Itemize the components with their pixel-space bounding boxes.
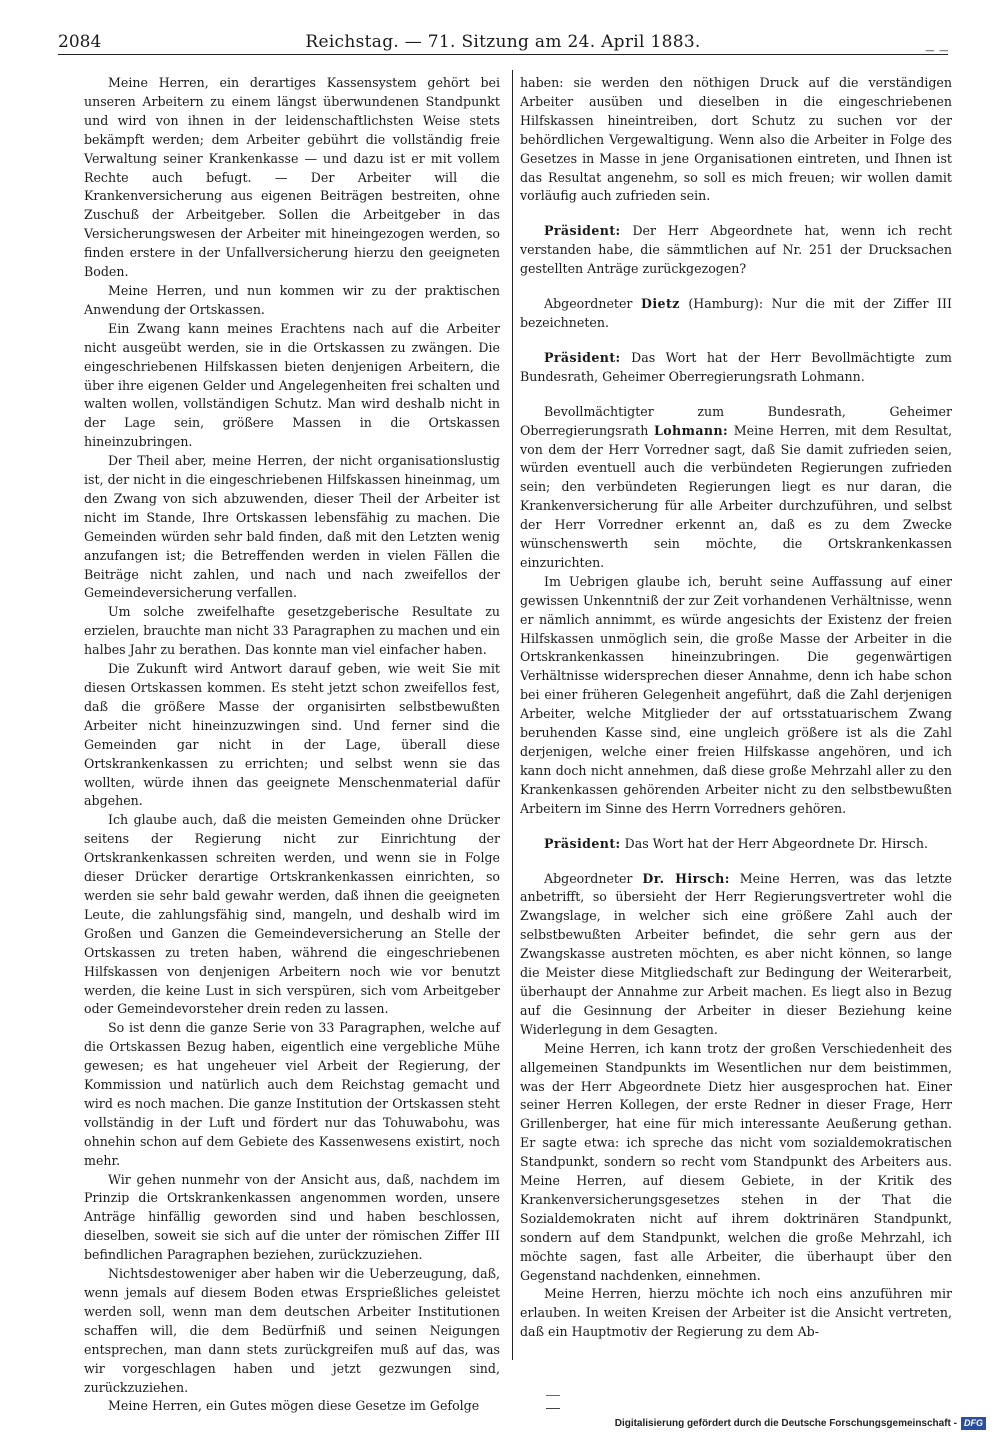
speech-text: Das Wort hat der Herr Abgeordnete Dr. Hirsch. xyxy=(624,835,928,851)
paragraph: Ich glaube auch, daß die meisten Gemeinden ohne Drücker seitens der Regierung nicht zur Einrichtung der Ortskrankenkassen schreiten werden, und wenn sie in Folge dieser Drücker derartige Ortskrankenkassen einrichten, so werden sie sehr bald gewahr werden, daß ihnen die geeigneten Leute, die zahlungsfähig sind, mangeln, und deshalb wird im Großen und Ganzen die Gemeindeversicherung an Stelle der Ortskassen zu treten haben, während die eingeschriebenen Hilfskassen von denjenigen Arbeitern noch wie vor benutzt werden, die keine Lust in sich verspüren, sich vom Arbeitgeber oder Gemeindevorsteher drein reden zu lassen. xyxy=(84,812,500,1017)
speaker-name: Dr. Hirsch: xyxy=(642,870,730,886)
speech-president xyxy=(520,349,952,387)
bottom-mark xyxy=(546,1395,560,1396)
paragraph: Im Uebrigen glaube ich, beruht seine Auffassung auf einer gewissen Unkenntniß der zur Zeit vorhandenen Verhältnisse, wenn er nämlich annimmt, es würde angesichts der Existenz der freien Hilfskassen unmöglich sein, die große Masse der Arbeiter in die Ortskrankenkassen hineinzubringen. Die gegenwärtigen Verhältnisse widersprechen dieser Annahme, denn ich habe schon bei einer früheren Gelegenheit angeführt, daß die Zahl derjenigen Arbeiter, welche Mitglieder der auf ortsstatuarischem Zwang beruhenden Kasse sind, eine ungleich größere ist als die Zahl derjenigen, welche einer freien Hilfskasse angehören, und ich kann doch nicht annehmen, daß diese große Mehrzahl aller zu den Krankenkassen gehörenden Arbeiter nicht zu den selbstbewußten Arbeitern im Sinne des Herrn Vorredners gehören. xyxy=(520,573,952,816)
running-header xyxy=(58,30,948,55)
speaker-name: Präsident: xyxy=(544,835,621,851)
paragraph: Um solche zweifelhafte gesetzgeberische Resultate zu erzielen, brauchte man nicht 33 Paragraphen zu machen und ein halbes Jahr zu berathen. Das konnte man viel einfacher haben. xyxy=(84,604,500,658)
speech-lohmann xyxy=(520,403,952,573)
left-column xyxy=(84,74,500,1414)
paragraph: Meine Herren, ein Gutes mögen diese Gesetze im Gefolge xyxy=(108,1398,480,1414)
paragraph: Die Zukunft wird Antwort darauf geben, wie weit Sie mit diesen Ortskassen kommen. Es steht jetzt schon zweifellos fest, daß die größere Masse der organisirten selbstbewußten Arbeiter nicht hineinzuzwingen sind. Und ferner sind die Gemeinden gar nicht in der Lage, überall diese Ortskrankenkassen zu errichten; und selbst wenn sie das wollten, würde ihnen das geeignete Menschenmaterial dafür abgehen. xyxy=(84,661,500,809)
header-title: Reichstag. — 71. Sitzung am 24. April 1883. xyxy=(305,32,701,52)
speech-hirsch xyxy=(520,870,952,1040)
paragraph: Meine Herren, und nun kommen wir zu der praktischen Anwendung der Ortskassen. xyxy=(84,282,500,317)
bottom-mark xyxy=(546,1408,560,1409)
speech-text: Das Wort hat der Herr Bevollmächtigte zum Bundesrath, Geheimer Oberregierungsrath Lohmann. xyxy=(520,349,952,384)
speaker-role: Bevollmächtigter zum Bundesrath, Geheimer Oberregierungsrath xyxy=(520,403,952,438)
paragraph: Meine Herren, ein derartiges Kassensystem gehört bei unseren Arbeitern zu einem längst überwundenen Standpunkt und wird von ihnen in der leidenschaftlichsten Weise stets bekämpft werden; dem Arbeiter gebührt die vollständig freie Verwaltung seiner Krankenkasse — und dazu ist er mit vollem Rechte auch befugt. — Der Arbeiter will die Krankenversicherung aus eigenen Beiträgen bestreiten, ohne Zuschuß der Arbeitgeber. Sollen die Arbeitgeber in das Versicherungswesen der Arbeiter mit hineingezogen werden, so finden erstere in der Unfallversicherung hierzu den geeigneten Boden. xyxy=(84,75,500,280)
paragraph: Der Theil aber, meine Herren, der nicht organisationslustig ist, der nicht in die eingeschriebenen Hilfskassen hineinmag, um den Zwang von sich abzuwenden, dieser Theil der Arbeiter ist nicht im Stande, Ihre Ortskassen lebensfähig zu machen. Die Gemeinden würden sehr bald finden, daß mit den Letzten wenig anzufangen ist; die Betreffenden werden in vielen Fällen die Beiträge nicht zahlen, und nach und nach zweifellos der Gemeindeversicherung verfallen. xyxy=(84,453,500,601)
paragraph: Meine Herren, hierzu möchte ich noch eins anzuführen mir erlauben. In weiten Kreisen der Arbeiter ist die Ansicht vertreten, daß ein Hauptmotiv der Regierung zu dem Ab- xyxy=(520,1286,952,1340)
paragraph: So ist denn die ganze Serie von 33 Paragraphen, welche auf die Ortskassen Bezug haben, eigentlich eine vergebliche Mühe gewesen; es hat ungeheuer viel Arbeit der Regierung, der Kommission und natürlich auch dem Reichstag gemacht und wird es noch machen. Die ganze Institution der Ortskassen steht vollständig in der Luft und fördert nur das Tohuwabohu, was ohnehin schon auf dem Gebiete des Kassenwesens existirt, noch mehr. xyxy=(84,1020,500,1168)
digitization-footer xyxy=(615,1416,986,1430)
paragraph: Nichtsdestoweniger aber haben wir die Ueberzeugung, daß, wenn jemals auf diesem Boden etwas Ersprießliches geleistet werden soll, wenn man dem deutschen Arbeiter Institutionen schaffen will, die dem Bedürfniß und seinen Neigungen entsprechen, man dann stets zurückgreifen muß auf das, was wir vorgeschlagen haben und jetzt gezwungen sind, zurückzuziehen. xyxy=(84,1266,500,1395)
speech-president xyxy=(520,835,952,854)
speaker-name: Präsident: xyxy=(544,223,621,239)
speaker-role: Abgeordneter xyxy=(544,870,633,886)
speech-dietz xyxy=(520,295,952,333)
paragraph: Meine Herren, ich kann trotz der großen Verschiedenheit des allgemeinen Standpunkts im Wesentlichen nur dem beistimmen, was der Herr Abgeordnete Dietz hier ausgesprochen hat. Einer seiner Herren Kollegen, der erste Redner in dieser Frage, Herr Grillenberger, hat eine für mich interessante Aeußerung gethan. Er sagte etwa: ich spreche das nicht vom sozialdemokratischen Standpunkt, sondern so recht vom Standpunkt des Arbeiters aus. Meine Herren, auf diesem Gebiete, in der Kritik des Krankenversicherungsgesetzes stehen in der That die Sozialdemokraten nicht auf ihrem doktrinären Standpunkt, sondern auf dem Standpunkt, welchen die große Mehrzahl, ich möchte sagen, fast alle Arbeiter, die überhaupt über den Gegenstand nachdenken, einnehmen. xyxy=(520,1040,952,1283)
speaker-role: Abgeordneter xyxy=(544,296,633,312)
right-column xyxy=(520,74,952,1364)
column-divider xyxy=(512,70,513,1360)
speaker-name: Dietz xyxy=(641,296,680,312)
paragraph: Wir gehen nunmehr von der Ansicht aus, daß, nachdem im Prinzip die Ortskrankenkassen angenommen worden, unsere Anträge hinfällig geworden sind und haben beschlossen, dieselben, soweit sie sich auf die unter der römischen Ziffer III befindlichen Paragraphen beziehen, zurückzuziehen. xyxy=(84,1171,500,1263)
speaker-name: Präsident: xyxy=(544,349,621,365)
speaker-name: Lohmann: xyxy=(654,422,729,438)
speech-text: Der Herr Abgeordnete hat, wenn ich recht verstanden habe, die sämmtlichen auf Nr. 251 der Drucksachen gestellten Anträge zurückgezogen? xyxy=(520,223,952,277)
speech-text: Meine Herren, was das letzte anbetrifft, so übersieht der Herr Regierungsvertreter wohl die Zwangslage, in welcher sich eine größere Zahl auch der selbstbewußten Arbeiter befindet, die sehr gern aus der Zwangskasse austreten möchten, es aber nicht können, so lange die Meister diese Mitgliedschaft zur Bedingung der Weiterarbeit, überhaupt der Annahme zur Arbeit machen. Es liegt also in Bezug auf die Gesinnung der Arbeiter in dieser Beziehung keine Widerlegung in dem Gesagten. xyxy=(520,870,952,1037)
dfg-logo-icon: DFG xyxy=(961,1417,986,1430)
footer-text: Digitalisierung gefördert durch die Deutsche Forschungsgemeinschaft - xyxy=(614,1417,957,1429)
header-dash: _ _ xyxy=(925,32,948,52)
speech-text: Meine Herren, mit dem Resultat, von dem der Herr Vorredner sagt, daß Sie damit zufrieden seien, würden eventuell auch die verbündeten Regierungen zufrieden sein; den verbündeten Regierungen liegt es nur daran, die Krankenversicherung für alle Arbeiter durchzuführen, und selbst der Herr Vorredner erkennt an, daß es zu dem Zwecke wünschenswerth sein möchte, die Ortskrankenkassen einzurichten. xyxy=(520,422,952,570)
paragraph: haben: sie werden den nöthigen Druck auf die verständigen Arbeiter ausüben und dieselben in die eingeschriebenen Hilfskassen hineintreiben, dort Schutz zu suchen vor der behördlichen Vergewaltigung. Wenn also die Arbeiter in Folge des Gesetzes in Masse in jene Organisationen eintreten, und Ihnen ist das Resultat angenehm, so soll es mich freuen; wir wollen damit vorläufig auch zufrieden sein. xyxy=(520,75,952,204)
page-number: 2084 xyxy=(58,32,102,52)
speech-text: (Hamburg): Nur die mit der Ziffer III bezeichneten. xyxy=(520,296,952,330)
speech-president xyxy=(520,222,952,279)
paragraph: Ein Zwang kann meines Erachtens nach auf die Arbeiter nicht ausgeübt werden, sie in die Ortskassen zu zwängen. Die eingeschriebenen Hilfskassen bieten denjenigen Arbeitern, die über ihre eigenen Gelder und Angelegenheiten frei schalten und walten wollen, vollständigen Schutz. Man wird deshalb nicht in der Lage sein, größere Massen in die Ortskassen hineinzubringen. xyxy=(84,320,500,450)
